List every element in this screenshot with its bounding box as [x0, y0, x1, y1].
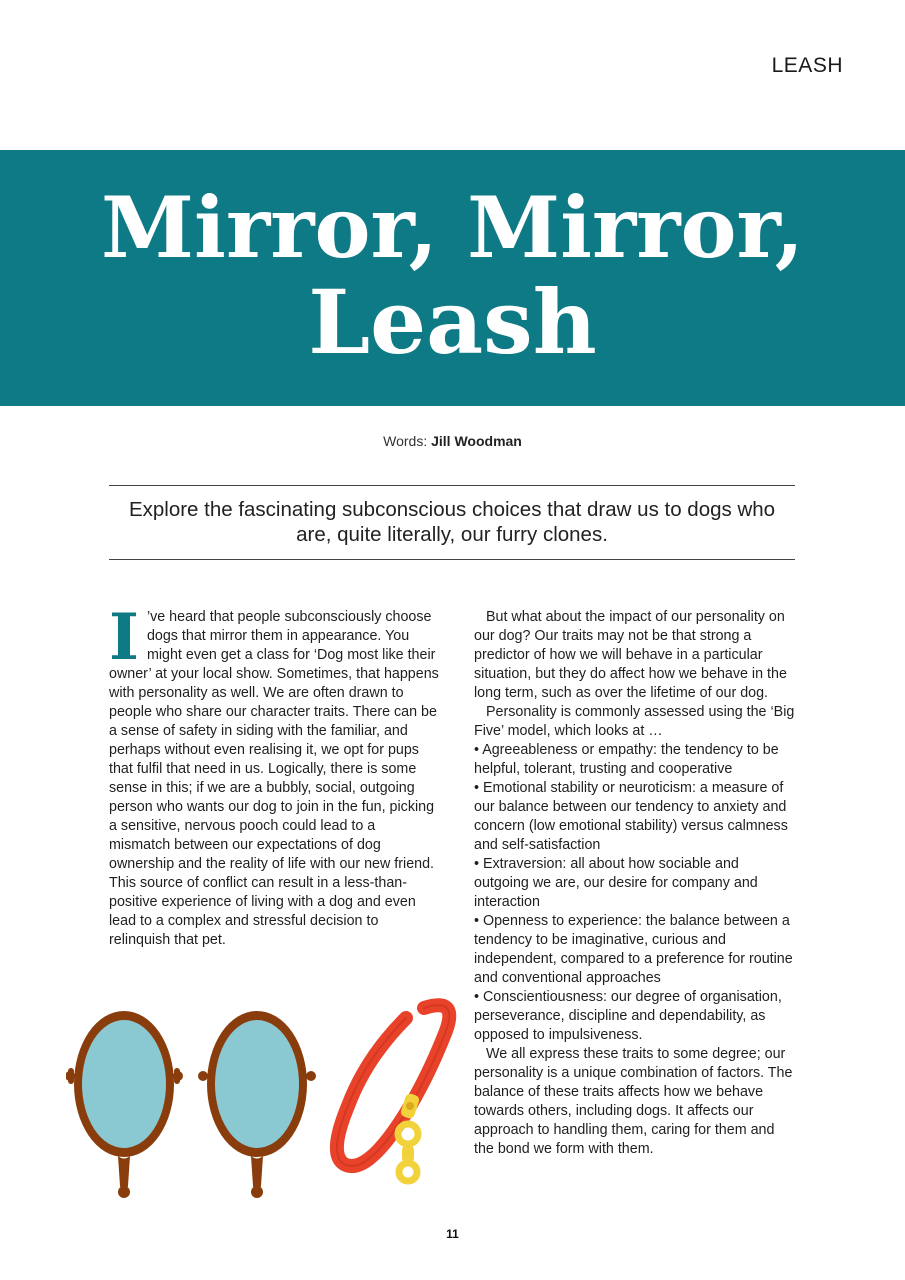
illustration: [66, 996, 466, 1206]
body-paragraph: We all express these traits to some degree; our personality is a unique combination of factors. The balance of these traits affects how we behave towards others, including dogs. It affects our approach to handling them, caring for them and the bond we form with them.: [474, 1046, 793, 1157]
title-banner: [0, 150, 905, 406]
dog-leash-icon: [337, 1005, 449, 1181]
body-paragraph: Personality is commonly assessed using the ‘Big Five’ model, which looks at …: [474, 704, 795, 739]
body-column-right: [474, 608, 796, 1159]
byline-author: Jill Woodman: [431, 433, 522, 449]
section-label: LEASH: [771, 54, 843, 77]
bullet-item: • Agreeableness or empathy: the tendency to be helpful, tolerant, trusting and cooperative: [474, 742, 779, 777]
bullet-item: • Emotional stability or neuroticism: a measure of our balance between our tendency to anxiety and concern (low emotional stability) versus calmness and self-satisfaction: [474, 780, 788, 853]
byline-prefix: Words:: [383, 433, 428, 449]
divider-top: [109, 485, 795, 486]
body-paragraph: ’ve heard that people subconsciously choose dogs that mirror them in appearance. You might even get a class for ‘Dog most like their owner’ at your local show. Sometimes, that happens with personality as well. We are often drawn to people who share our character traits. There can be a sense of safety in siding with the familiar, and perhaps without even realising it, we opt for pups that fulfil that need in us. Logically, there is some sense in this; if we are a bubbly, social, outgoing person who wants our dog to join in the fun, picking a sensitive, nervous pooch could lead to a mismatch between our expectations of dog ownership and the reality of life with our new friend. This source of conflict can result in a less-than-positive experience of living with a dog and even lead to a complex and stressful decision to relinquish that pet.: [109, 609, 439, 948]
page-title-line-1: Mirror, Mirror,: [101, 178, 804, 277]
drop-cap: I: [109, 600, 139, 675]
byline: [0, 433, 905, 449]
page-title-line-2: Leash: [308, 270, 597, 374]
body-column-left: [109, 600, 439, 950]
hand-mirror-icon: [66, 1011, 183, 1198]
standfirst: Explore the fascinating subconscious choices that draw us to dogs who are, quite literally, our furry clones.: [128, 498, 776, 546]
bullet-item: • Extraversion: all about how sociable and outgoing we are, our desire for company and interaction: [474, 856, 758, 910]
bullet-item: • Openness to experience: the balance between a tendency to be imaginative, curious and independent, compared to a preference for routine and conventional approaches: [474, 913, 793, 986]
divider-bottom: [109, 559, 795, 560]
hand-mirror-icon: [198, 1011, 316, 1198]
bullet-item: • Conscientiousness: our degree of organisation, perseverance, discipline and dependability, as opposed to impulsiveness.: [474, 989, 782, 1043]
page-number: 11: [446, 1227, 459, 1241]
body-paragraph: But what about the impact of our personality on our dog? Our traits may not be that strong a predictor of how we will behave in a particular situation, but they do affect how we behave in the long term, such as over the lifetime of our dog.: [474, 609, 787, 701]
